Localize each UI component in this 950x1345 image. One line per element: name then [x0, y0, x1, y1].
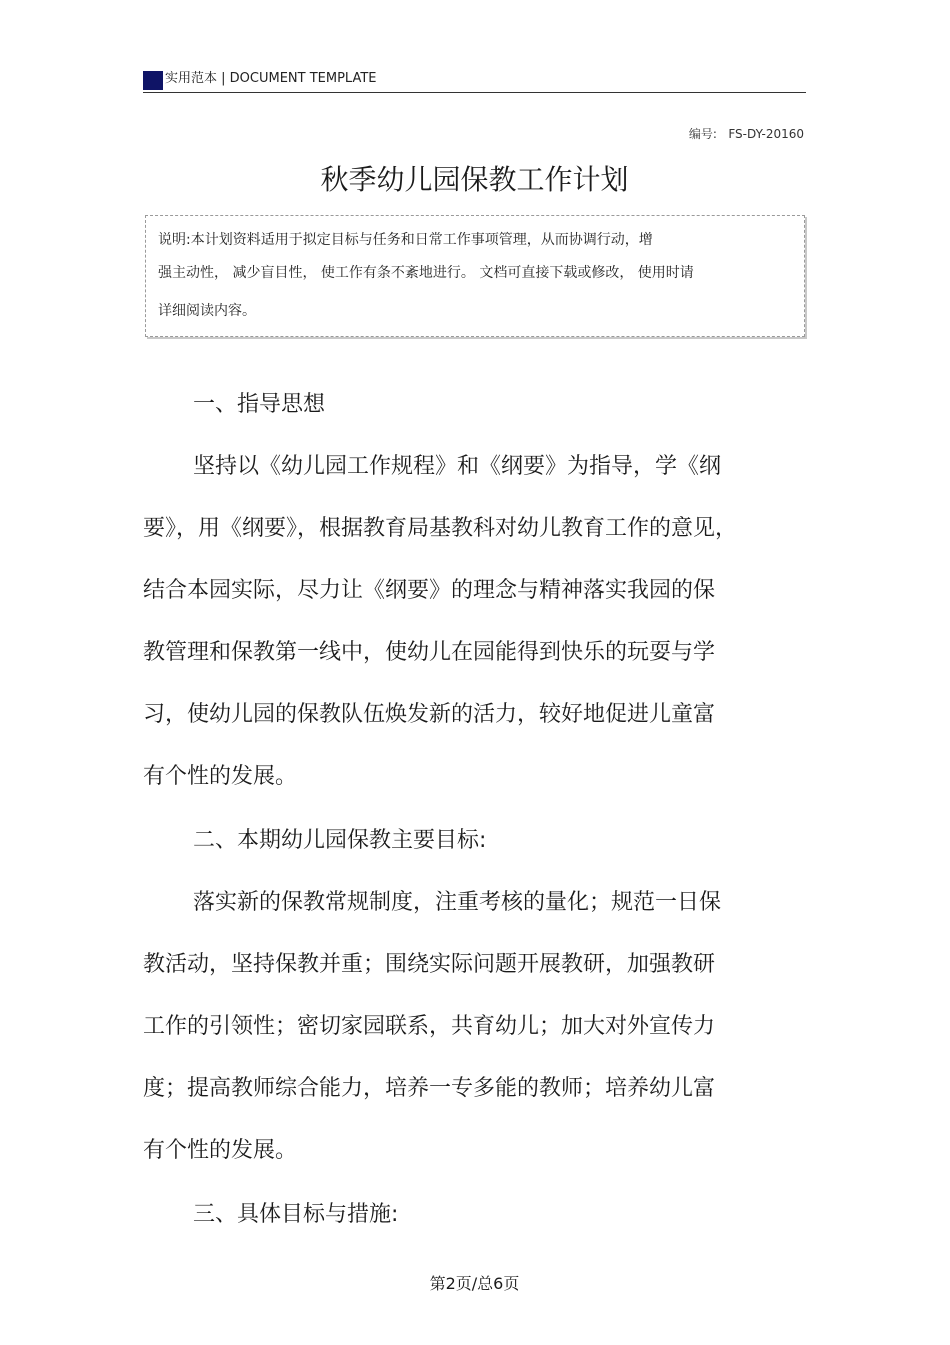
paragraph-line: 度；提高教师综合能力，培养一专多能的教师；培养幼儿富 [143, 1076, 716, 1101]
brand-square-icon [143, 71, 163, 90]
paragraph-line: 教活动，坚持保教并重；围绕实际问题开展教研，加强教研 [143, 952, 716, 977]
section-heading-1: 一、指导思想 [193, 392, 326, 417]
paragraph-line: 落实新的保教常规制度，注重考核的量化；规范一日保 [193, 890, 722, 915]
header-brand-text: 实用范本 | DOCUMENT TEMPLATE [165, 71, 377, 86]
paragraph-line: 教管理和保教第一线中，使幼儿在园能得到快乐的玩耍与学 [143, 640, 716, 665]
note-line: 详细阅读内容。 [158, 303, 256, 319]
note-line: 强主动性， 减少盲目性， 使工作有条不紊地进行。 文档可直接下载或修改， 使用时请 [158, 265, 694, 281]
section-heading-2: 二、本期幼儿园保教主要目标: [193, 828, 487, 853]
note-line: 说明:本计划资料适用于拟定目标与任务和日常工作事项管理，从而协调行动，增 [158, 232, 653, 248]
page-indicator: 第2页/总6页 [429, 1274, 520, 1293]
section-heading-3: 三、具体目标与措施: [193, 1202, 399, 1227]
paragraph-line: 坚持以《幼儿园工作规程》和《纲要》为指导，学《纲 [193, 454, 722, 479]
paragraph-line: 结合本园实际，尽力让《纲要》的理念与精神落实我园的保 [143, 578, 716, 603]
document-number: 编号: FS-DY-20160 [688, 127, 804, 141]
paragraph-line: 工作的引领性；密切家园联系，共育幼儿；加大对外宣传力 [143, 1014, 716, 1039]
paragraph-line: 有个性的发展。 [143, 764, 298, 789]
note-box [145, 215, 805, 337]
page-header [143, 70, 806, 93]
document-title: 秋季幼儿园保教工作计划 [320, 163, 629, 196]
paragraph-line: 要》，用《纲要》，根据教育局基教科对幼儿教育工作的意见， [143, 516, 738, 541]
paragraph-line: 有个性的发展。 [143, 1138, 298, 1163]
paragraph-line: 习，使幼儿园的保教队伍焕发新的活力，较好地促进儿童富 [143, 702, 716, 727]
